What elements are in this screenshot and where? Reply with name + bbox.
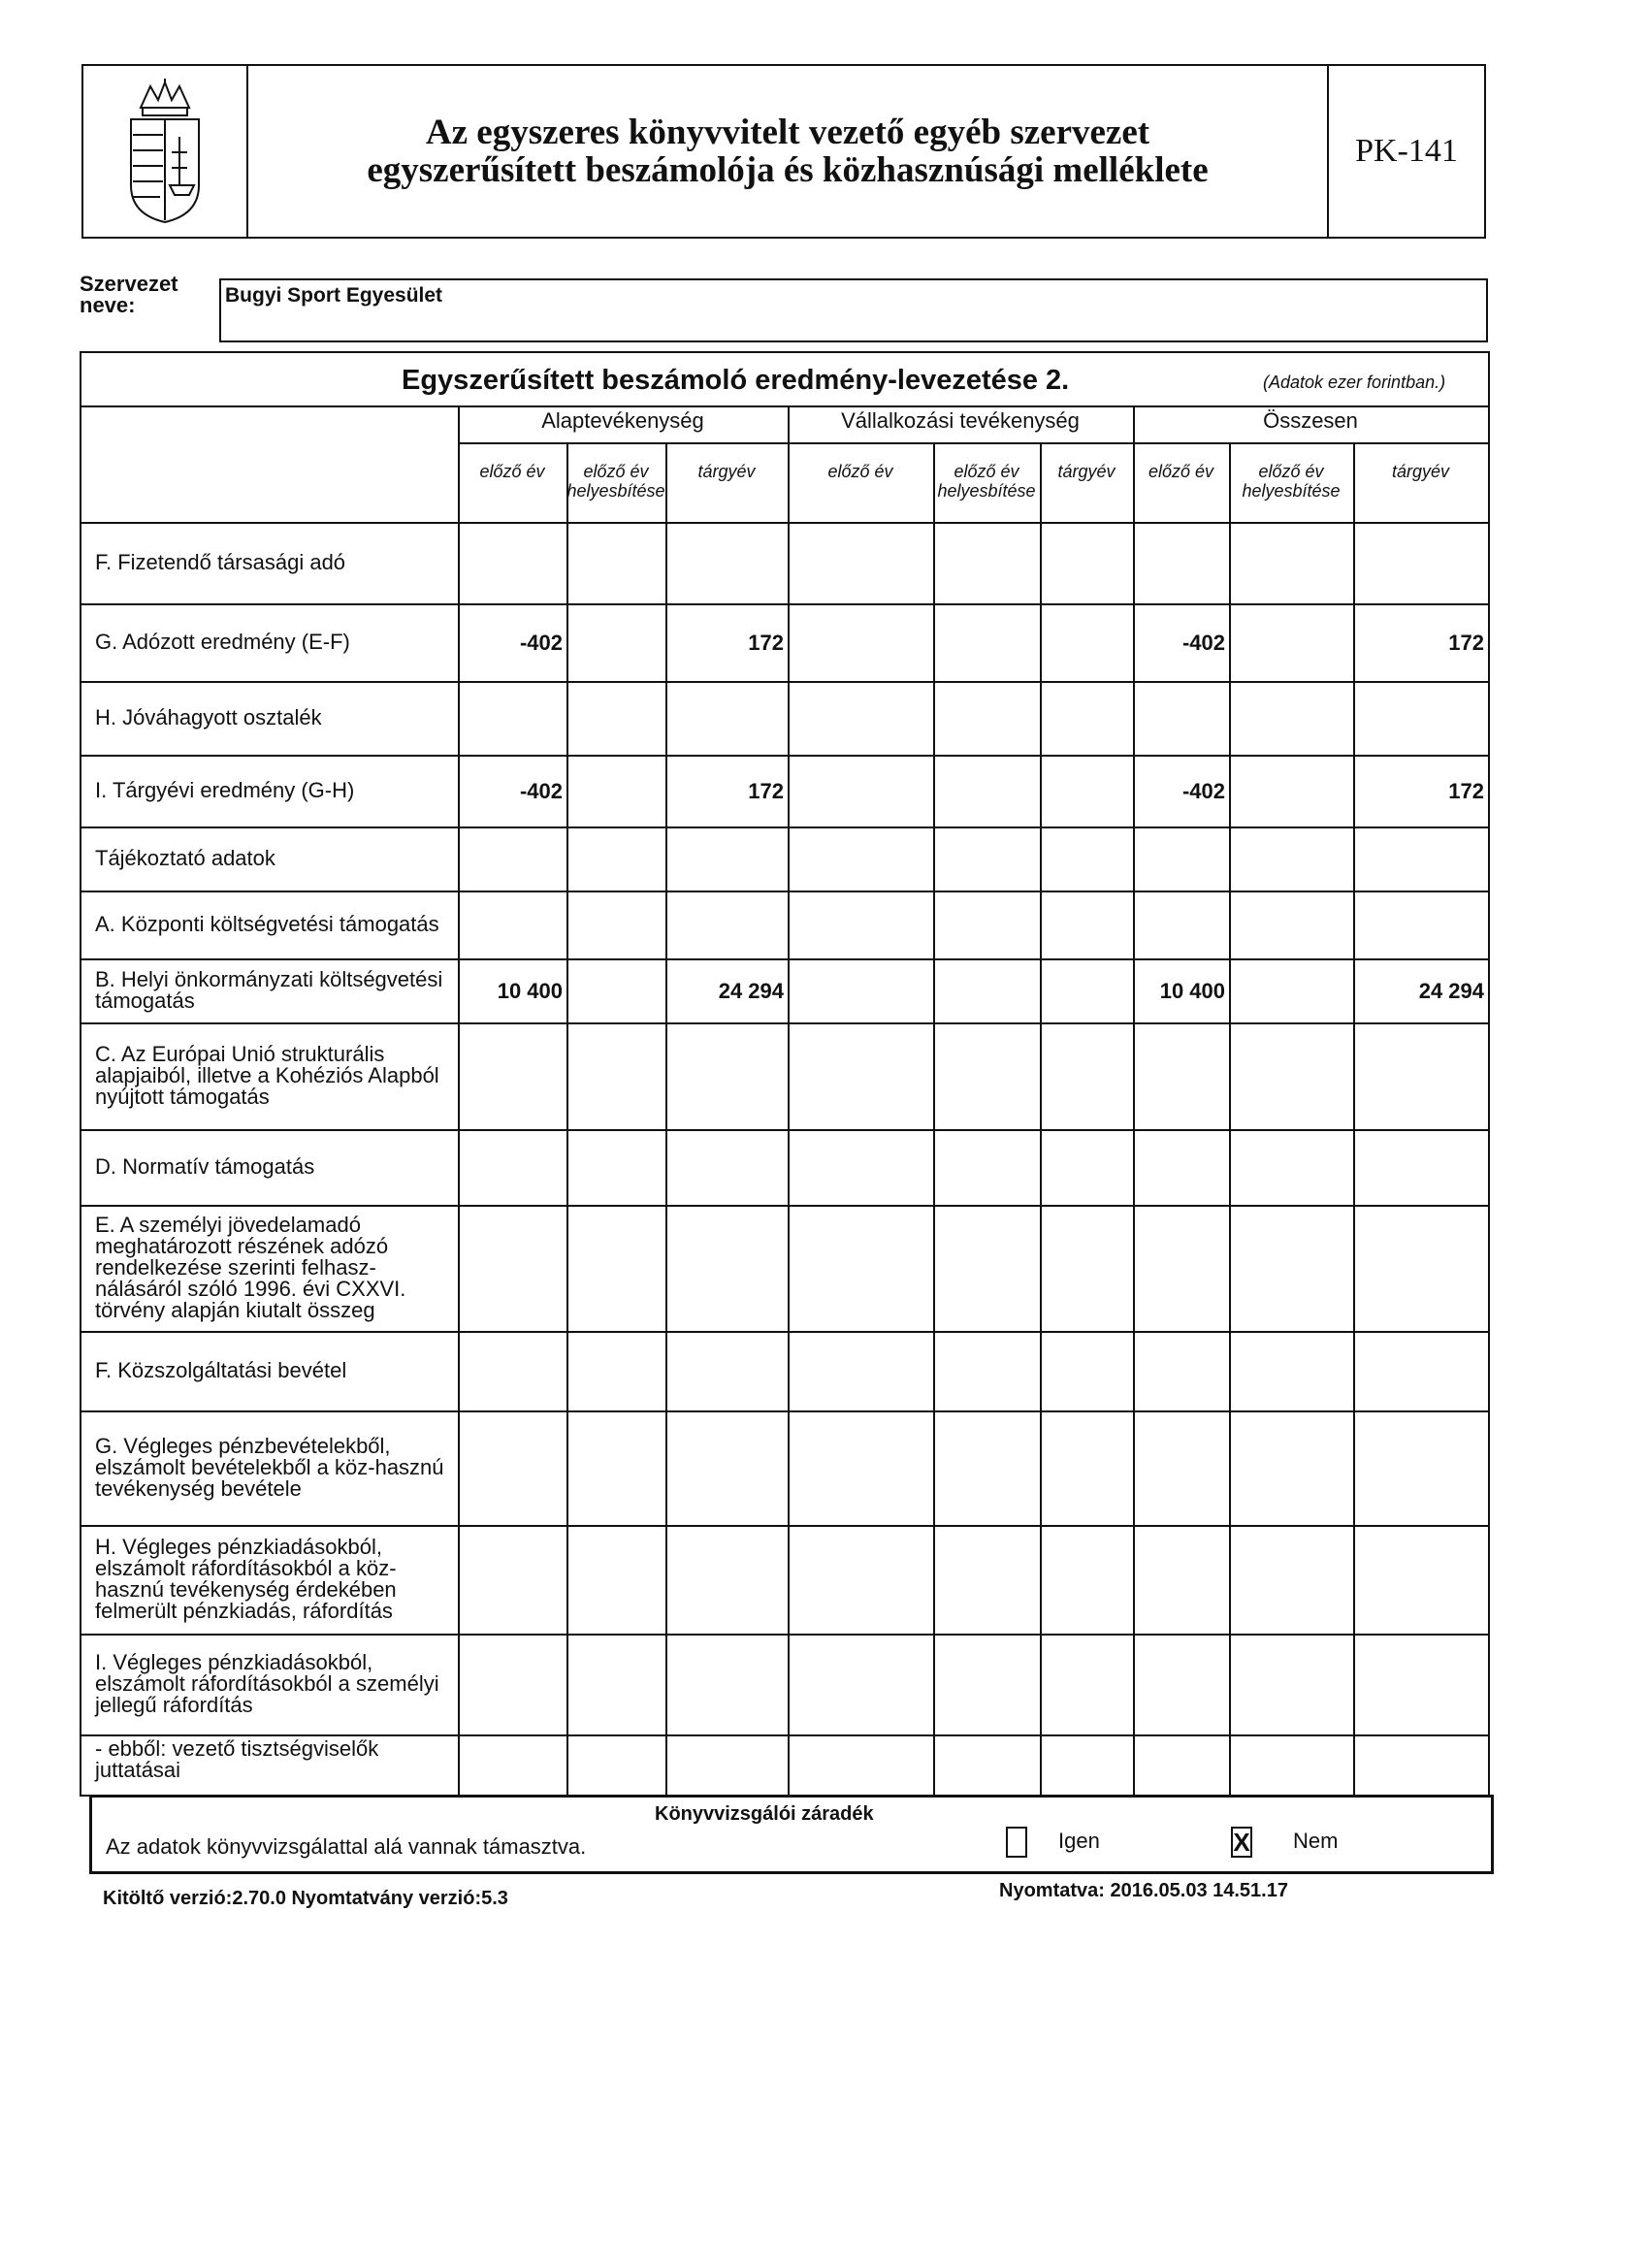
audit-yes-checkbox[interactable] xyxy=(1006,1827,1027,1858)
audit-title: Könyvvizsgálói záradék xyxy=(655,1803,874,1825)
form-title-line2: egyszerűsített beszámolója és közhasznúsági melléklete xyxy=(367,150,1209,190)
row-label: F. Fizetendő társasági adó xyxy=(95,550,346,574)
row-label: I. Tárgyévi eredmény (G-H) xyxy=(95,778,355,802)
organization-label: Szervezet neve: xyxy=(80,272,178,317)
table-cell[interactable]: 24 294 xyxy=(1418,979,1484,1003)
coat-of-arms-icon xyxy=(121,79,209,224)
audit-clause xyxy=(89,1795,1494,1874)
row-label: - ebből: vezető tisztségviselők juttatásai xyxy=(95,1736,379,1782)
grid-line xyxy=(81,1129,1488,1131)
audit-no-checkbox[interactable]: X xyxy=(1231,1827,1252,1858)
subcolumn-header-helyesbites: előző év helyesbítése xyxy=(1242,462,1341,501)
grid-line xyxy=(1040,442,1042,1795)
grid-line xyxy=(81,1410,1488,1412)
emblem-cell xyxy=(83,66,248,237)
form-title-line1: Az egyszeres könyvvitelt vezető egyéb szervezet xyxy=(425,113,1150,152)
subcolumn-header-helyesbites: előző év helyesbítése xyxy=(937,462,1036,501)
grid-line xyxy=(933,442,935,1795)
grid-line xyxy=(81,958,1488,960)
audit-no-label: Nem xyxy=(1293,1829,1339,1853)
table-cell[interactable]: 24 294 xyxy=(718,979,784,1003)
table-cell[interactable]: -402 xyxy=(1181,779,1225,803)
row-label: G. Végleges pénzbevételekből, elszámolt bevételekből a köz-hasznú tevékenység bevétele xyxy=(95,1434,444,1501)
grid-line xyxy=(81,891,1488,892)
table-cell[interactable]: 10 400 xyxy=(1159,979,1225,1003)
subcolumn-header-elozo-ev: előző év xyxy=(1148,462,1214,481)
form-header xyxy=(81,64,1486,239)
subcolumn-header-helyesbites: előző év helyesbítése xyxy=(566,462,665,501)
organization-name-value: Bugyi Sport Egyesület xyxy=(225,284,443,307)
grid-line xyxy=(81,1331,1488,1333)
table-cell[interactable]: 172 xyxy=(1448,631,1484,655)
audit-yes-label: Igen xyxy=(1058,1829,1100,1853)
subcolumn-header-elozo-ev: előző év xyxy=(827,462,893,481)
table-cell[interactable]: -402 xyxy=(519,779,563,803)
grid-line xyxy=(81,755,1488,757)
grid-line xyxy=(458,442,1488,444)
print-timestamp: Nyomtatva: 2016.05.03 14.51.17 xyxy=(999,1880,1288,1901)
form-code: PK-141 xyxy=(1327,66,1484,237)
group-header-osszesen: Összesen xyxy=(1263,408,1358,433)
subcolumn-header-targyev: tárgyév xyxy=(1391,462,1450,481)
filler-version: Kitöltő verzió:2.70.0 Nyomtatvány verzió:5.3 xyxy=(103,1888,508,1909)
table-cell[interactable]: 172 xyxy=(748,779,784,803)
subcolumn-header-elozo-ev: előző év xyxy=(479,462,545,481)
organization-name-field[interactable] xyxy=(219,278,1488,342)
row-label: E. A személyi jövedelamadó meghatározott részének adózó rendelkezése szerinti felhasz-nálásáról szóló 1996. évi CXXVI. törvény alapján kiutalt összeg xyxy=(95,1213,406,1322)
grid-line xyxy=(458,405,460,1795)
row-label: H. Végleges pénzkiadásokból, elszámolt ráfordításokból a köz-hasznú tevékenység érdekében felmerült pénzkiadás, ráfordítás xyxy=(95,1535,397,1623)
table-cell[interactable]: -402 xyxy=(519,631,563,655)
group-header-alap: Alaptevékenység xyxy=(541,408,704,433)
row-label: Tájékoztató adatok xyxy=(95,846,275,870)
table-title: Egyszerűsített beszámoló eredmény-levezetése 2. xyxy=(402,365,1070,396)
grid-line xyxy=(81,1205,1488,1207)
grid-line xyxy=(81,1634,1488,1636)
grid-line xyxy=(81,1022,1488,1024)
row-label: H. Jóváhagyott osztalék xyxy=(95,705,322,729)
row-label: D. Normatív támogatás xyxy=(95,1154,315,1179)
table-cell[interactable]: 172 xyxy=(748,631,784,655)
unit-note: (Adatok ezer forintban.) xyxy=(1263,373,1446,392)
grid-line xyxy=(566,442,568,1795)
grid-line xyxy=(1229,442,1231,1795)
table-grid xyxy=(81,353,1488,1795)
grid-line xyxy=(81,603,1488,605)
row-label: F. Közszolgáltatási bevétel xyxy=(95,1358,347,1382)
grid-line xyxy=(788,405,790,1795)
row-label: G. Adózott eredmény (E-F) xyxy=(95,630,350,654)
subcolumn-header-targyev: tárgyév xyxy=(1057,462,1116,481)
table-cell[interactable]: -402 xyxy=(1181,631,1225,655)
grid-line xyxy=(81,826,1488,828)
audit-text: Az adatok könyvvizsgálattal alá vannak támasztva. xyxy=(106,1834,587,1859)
row-label: I. Végleges pénzkiadásokból, elszámolt ráfordításokból a személyi jellegű ráfordítás xyxy=(95,1650,439,1717)
result-table xyxy=(80,351,1490,1797)
group-header-vallalkozasi: Vállalkozási tevékenység xyxy=(841,408,1080,433)
grid-line xyxy=(81,522,1488,524)
form-title xyxy=(248,66,1327,237)
grid-line xyxy=(1133,405,1135,1795)
grid-line xyxy=(81,681,1488,683)
table-cell[interactable]: 172 xyxy=(1448,779,1484,803)
row-label: A. Központi költségvetési támogatás xyxy=(95,912,439,936)
table-cell[interactable]: 10 400 xyxy=(497,979,563,1003)
grid-line xyxy=(81,1525,1488,1527)
row-label: B. Helyi önkormányzati költségvetési támogatás xyxy=(95,967,443,1013)
row-label: C. Az Európai Unió strukturális alapjaiból, illetve a Kohéziós Alapból nyújtott támogatás xyxy=(95,1042,439,1109)
subcolumn-header-targyev: tárgyév xyxy=(697,462,756,481)
